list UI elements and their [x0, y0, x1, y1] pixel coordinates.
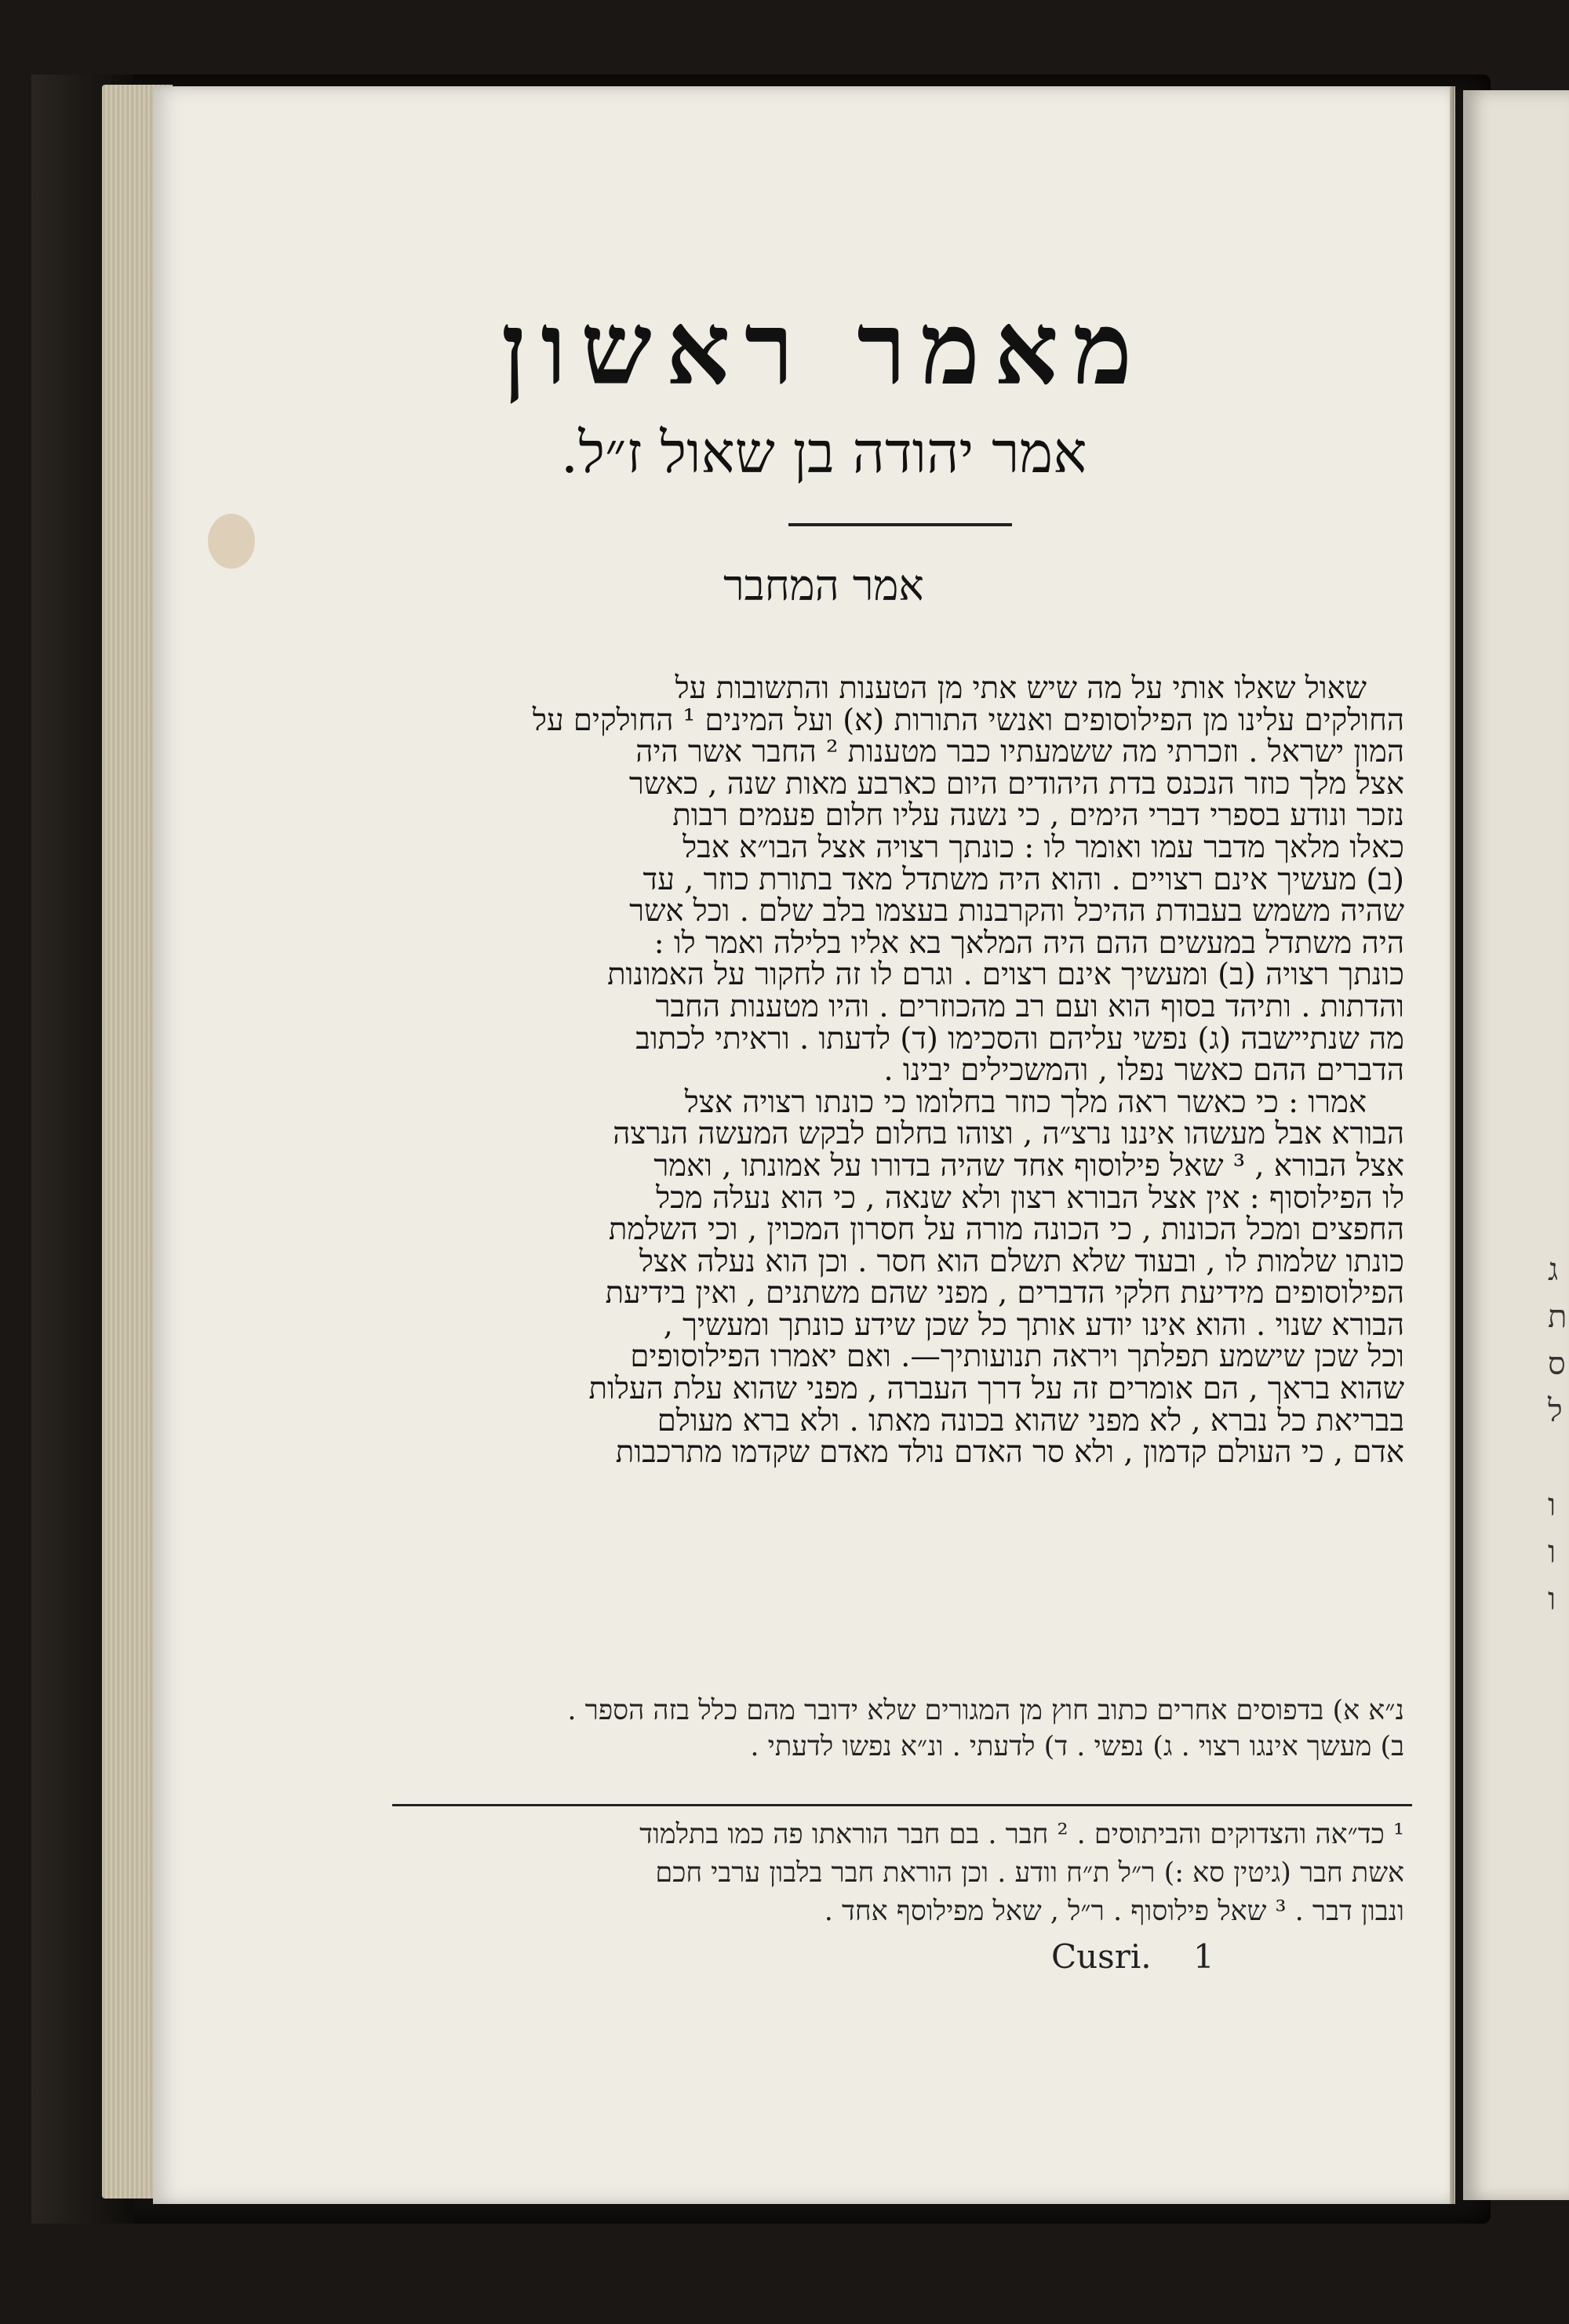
- text-line: כונתך רצויה (ב) ומעשיך אינם רצוים . וגרם לו זה לחקור על האמונות: [607, 959, 1404, 991]
- section-heading: אמר המחבר: [723, 561, 924, 610]
- text-line: אצל הבורא , ³ שאל פילוסוף אחד שהיה בדורו על אמונתו , ואמר: [653, 1150, 1404, 1183]
- signature-number: 1: [1193, 1937, 1214, 1976]
- printer-signature: [1051, 1937, 1214, 1976]
- text-line: אצל מלך כוזר הנכנס בדת היהודים היום כארבע מאות שנה , כאשר: [628, 768, 1404, 801]
- text-line: שאול שאלו אותי על מה שיש אתי מן הטענות והתשובות על: [675, 673, 1367, 705]
- text-line: והדתות . ותיהד בסוף הוא ועם רב מהכוזרים . והיו מטענות החבר: [655, 991, 1404, 1024]
- title-divider: [788, 523, 1012, 526]
- text-line: אדם , כי העולם קדמון , ולא סר האדם נולד מאדם שקדמו מתרכבות: [615, 1437, 1404, 1469]
- text-line: שהוא בראך , הם אומרים זה על דרך העברה , מפני שהוא עלת העלות: [588, 1373, 1404, 1406]
- text-line: הדברים ההם כאשר נפלו , והמשכילים יבינו .: [883, 1055, 1404, 1087]
- text-line: החפצים ומכל הכונות , כי הכונה מורה על חסרון המכוין , וכי השלמת: [608, 1214, 1404, 1246]
- text-line: מה שנתיישבה (ג) נפשי עליהם והסכימו (ד) לדעתו . וראיתי לכתוב: [635, 1023, 1404, 1056]
- gutter: [1450, 86, 1454, 2204]
- text-line: כונתו שלמות לו , ובעוד שלא תשלם הוא חסר . וכן הוא נעלה אצל: [639, 1246, 1404, 1278]
- signature-label: Cusri.: [1051, 1937, 1152, 1976]
- page-title: מאמר ראשון: [501, 290, 1147, 408]
- adjacent-page-edge: ג ת ס ל ו ו ו: [1463, 90, 1569, 2200]
- text-line: לו הפילוסוף : אין אצל הבורא רצון ולא שנאה , כי הוא נעלה מכל: [656, 1182, 1404, 1215]
- page-subtitle: אמר יהודה בן שאול ז״ל.: [560, 420, 1087, 486]
- text-line: שהיה משמש בעבודת ההיכל והקרבנות בעצמו בלב שלם . וכל אשר: [629, 896, 1404, 928]
- text-line: היה משתדל במעשים ההם היה המלאך בא אליו בלילה ואמר לו :: [653, 927, 1404, 960]
- text-line: המון ישראל . וזכרתי מה ששמעתיו כבר מטענות ² החבר אשר היה: [635, 736, 1404, 769]
- text-line: אמרו : כי כאשר ראה מלך כוזר בחלומו כי כונתו רצויה אצל: [684, 1086, 1367, 1119]
- text-line: (ב) מעשיך אינם רצויים . והוא היה משתדל מאד בתורת כוזר , עד: [643, 864, 1404, 897]
- variant-line: ב) מעשך אינגו רצוי . ג) נפשי . ד) לדעתי . ונ״א נפשו לדעתי .: [750, 1731, 1404, 1762]
- variant-readings: [388, 1693, 1404, 1765]
- text-line: הבורא אבל מעשהו איננו נרצ״ה , וצוהו בחלום לבקש המעשה הנרצה: [613, 1118, 1404, 1151]
- text-line: נזכר ונודע בספרי דברי הימים , כי נשנה עליו חלום פעמים רבות: [672, 800, 1404, 832]
- footnote-line: ונבון דבר . ³ שאל פילוסוף . ר״ל , שאל מפילוסף אחד .: [824, 1896, 1404, 1927]
- variant-line: נ״א א) בדפוסים אחרים כתוב חוץ מן המגורים שלא ידובר מהם כלל בזה הספר .: [567, 1695, 1404, 1726]
- body-text: [388, 673, 1404, 1469]
- footnote-line: אשת חבר (גיטין סא :) ר״ל ת״ח וודע . וכן הוראת חבר בלבון ערבי חכם: [655, 1857, 1404, 1889]
- text-line: בבריאת כל נברא , לא מפני שהוא בכונה מאתו . ולא ברא מעולם: [657, 1405, 1404, 1438]
- text-line: וכל שכן שישמע תפלתך ויראה תנועותיך—. ואם יאמרו הפילוסופים: [630, 1341, 1404, 1374]
- text-line: הפילוסופים מידיעת חלקי הדברים , מפני שהם משתנים , ואין בידיעת: [605, 1278, 1404, 1310]
- text-line: כאלו מלאך מדבר עמו ואומר לו : כונתך רצויה אצל הבו״א אבל: [683, 831, 1404, 864]
- footnote-divider: [392, 1804, 1412, 1806]
- text-line: החולקים עלינו מן הפילוסופים ואנשי התורות (א) ועל המינים ¹ החולקים על: [532, 704, 1404, 737]
- text-line: הבורא שנוי . והוא אינו יודע אותך כל שכן שידע כונתך ומעשיך ,: [663, 1309, 1404, 1342]
- footnotes: [388, 1816, 1404, 1931]
- footnote-line: ¹ כד״אה והצדוקים והביתוסים . ² חבר . בם חבר הוראתו פה כמו בתלמוד: [639, 1819, 1404, 1850]
